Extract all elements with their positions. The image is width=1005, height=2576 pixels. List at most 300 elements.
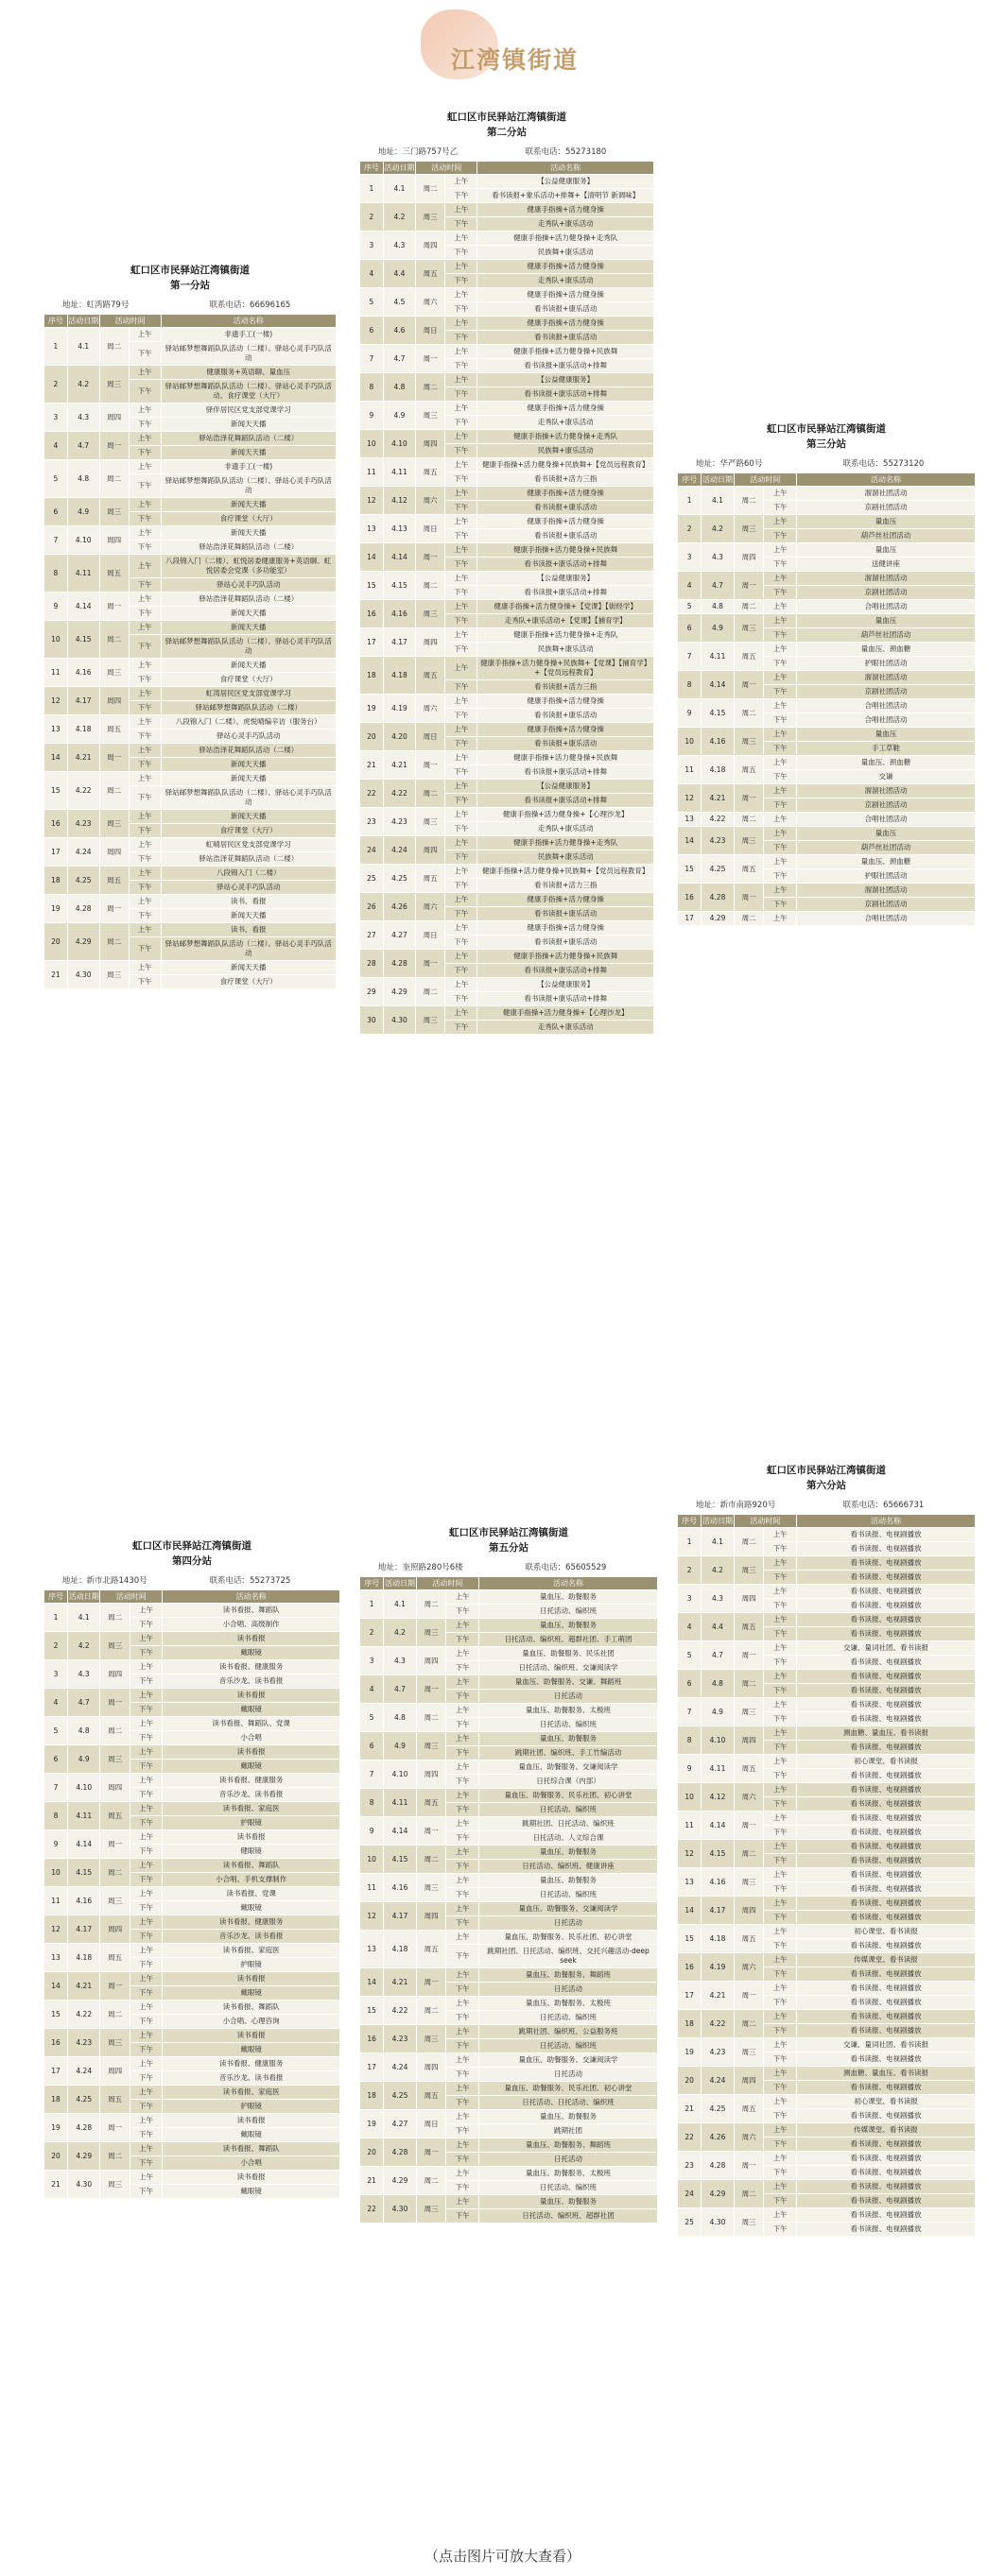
row-no: 4 <box>678 572 702 600</box>
row-activity: 溜溜社团活动 <box>796 572 975 586</box>
row-period: 上午 <box>445 628 477 643</box>
row-date: 4.23 <box>383 808 415 836</box>
table-row <box>678 784 976 799</box>
row-activity: 读书、看报 <box>161 895 336 909</box>
row-no: 1 <box>360 1590 384 1619</box>
row-date: 4.16 <box>702 728 735 756</box>
row-weekday: 周二 <box>734 912 764 926</box>
row-period: 上午 <box>446 2110 479 2124</box>
row-period: 上午 <box>764 1613 797 1627</box>
table-row <box>44 687 337 701</box>
row-activity: 量血压、助餐服务 <box>478 1619 657 1633</box>
row-activity: 测血糖、量血压、看书读报 <box>796 1726 975 1741</box>
row-activity: 看书读报、电视剧播放 <box>796 1656 975 1670</box>
row-activity: 看书读报、电视剧播放 <box>796 1996 975 2010</box>
row-period: 上午 <box>446 1704 479 1718</box>
station-info <box>62 299 337 310</box>
table-row <box>360 836 654 850</box>
row-no: 30 <box>360 1006 384 1035</box>
col-name: 活动名称 <box>161 315 336 328</box>
row-activity: 健康手指操+活力健身操+民族舞 <box>477 751 654 765</box>
row-period: 下午 <box>445 907 477 921</box>
row-period: 上午 <box>764 1925 797 1939</box>
row-period: 下午 <box>764 2024 797 2038</box>
row-weekday: 周四 <box>100 1774 130 1802</box>
table-row <box>678 1726 976 1741</box>
row-period: 下午 <box>130 1646 162 1660</box>
row-activity: 京剧社团活动 <box>796 586 975 600</box>
row-weekday: 周一 <box>416 950 445 978</box>
row-no: 3 <box>678 543 702 572</box>
table-row <box>360 978 654 992</box>
row-no: 17 <box>360 2053 384 2082</box>
row-activity: 量血压、助餐服务 <box>478 1846 657 1860</box>
row-period: 下午 <box>445 217 477 232</box>
row-weekday: 周五 <box>416 1789 446 1817</box>
row-activity: 日托活动、编织班 <box>478 1888 657 1902</box>
row-activity: 量血压、助餐服务、太极班 <box>478 1704 657 1718</box>
row-date: 4.24 <box>383 836 415 865</box>
row-weekday: 周日 <box>416 2110 446 2138</box>
row-activity: 日托活动、编织班 <box>478 2011 657 2025</box>
row-period: 下午 <box>445 472 477 487</box>
row-weekday: 周日 <box>416 317 445 345</box>
row-activity: 京剧社团活动 <box>796 501 975 515</box>
table-row <box>360 780 654 794</box>
table-row <box>360 2082 658 2096</box>
table-row <box>678 912 976 926</box>
row-no: 19 <box>678 2038 702 2067</box>
row-date: 4.10 <box>67 526 99 555</box>
row-activity: 健康手指操+活力健身操+走秀队 <box>477 232 654 246</box>
row-period: 上午 <box>445 543 477 558</box>
row-no: 18 <box>360 2082 384 2110</box>
row-activity: 健康手指操+活力健身操+民族舞+【党课】【捕育学】+【党员远程教育】 <box>477 657 654 680</box>
row-period: 下午 <box>129 758 161 772</box>
row-no: 5 <box>44 460 68 498</box>
row-period: 下午 <box>129 541 161 555</box>
row-date: 4.23 <box>68 2029 100 2057</box>
row-period: 上午 <box>446 1732 479 1746</box>
row-period: 下午 <box>445 529 477 543</box>
station-org: 虹口区市民驿站江湾镇街道 <box>767 1465 886 1476</box>
row-date: 4.16 <box>68 1887 100 1915</box>
row-period: 上午 <box>445 1006 477 1021</box>
row-date: 4.7 <box>384 1675 417 1704</box>
table-row <box>360 1874 658 1888</box>
row-date: 4.15 <box>383 572 415 600</box>
row-period: 下午 <box>764 1599 797 1613</box>
station-6-schedule <box>677 1463 976 2237</box>
row-period: 下午 <box>130 1873 162 1887</box>
row-activity: 量血压、助餐服务、舞蹈班 <box>478 1968 657 1983</box>
row-period: 下午 <box>445 416 477 430</box>
row-no: 29 <box>360 978 384 1006</box>
row-weekday: 周六 <box>734 1953 764 1982</box>
row-activity: 读书看报 <box>163 2029 340 2043</box>
row-weekday: 周二 <box>99 328 129 366</box>
row-period: 下午 <box>764 1996 797 2010</box>
row-weekday: 周二 <box>416 780 445 808</box>
station-org: 虹口区市民驿站江湾镇街道 <box>130 265 250 276</box>
row-period: 上午 <box>129 404 161 418</box>
station-org: 虹口区市民驿站江湾镇街道 <box>447 112 566 123</box>
row-weekday: 周四 <box>416 836 445 865</box>
station-4-schedule <box>43 1538 340 2199</box>
table-row <box>678 1953 976 1967</box>
station-name: 第六分站 <box>806 1480 846 1491</box>
row-activity: 小合唱、高级制作 <box>163 1618 340 1632</box>
row-period: 下午 <box>764 529 797 543</box>
row-activity: 日托活动、编织班、超群社团、手工萌团 <box>478 1633 657 1647</box>
row-activity: 食疗课堂（大厅） <box>161 512 336 526</box>
row-period: 上午 <box>446 1647 479 1661</box>
row-no: 17 <box>360 628 384 657</box>
address-label: 地址： <box>696 459 720 469</box>
row-date: 4.18 <box>383 657 415 695</box>
row-activity: 健康手指操+活力健身操+走秀队 <box>477 628 654 643</box>
row-period: 上午 <box>446 2053 479 2068</box>
table-row <box>44 460 337 474</box>
table-row <box>44 961 337 975</box>
row-period: 下午 <box>764 799 797 813</box>
station-address: 新市南路920号 <box>719 1501 776 1510</box>
row-period: 上午 <box>764 515 797 529</box>
row-date: 4.1 <box>68 1604 100 1632</box>
table-row <box>44 1830 340 1845</box>
row-no: 15 <box>678 1925 702 1953</box>
row-no: 20 <box>360 2138 384 2167</box>
table-row <box>360 458 654 472</box>
row-period: 上午 <box>764 1755 797 1769</box>
table-row <box>360 1647 658 1661</box>
row-period: 上午 <box>446 1931 479 1945</box>
row-date: 4.12 <box>383 487 415 515</box>
row-activity: 读书看报、舞蹈队 <box>163 1604 340 1618</box>
row-date: 4.24 <box>68 2057 100 2086</box>
row-activity: 日托活动、编织班、健康讲座 <box>478 1860 657 1874</box>
table-row <box>678 2123 976 2138</box>
row-weekday: 周五 <box>416 1931 446 1968</box>
row-activity: 合唱社团活动 <box>796 699 975 713</box>
row-no: 19 <box>44 895 68 923</box>
row-activity: 跳期社团、日托活动、编织班、交托兴趣活动-deep seek <box>478 1945 657 1968</box>
table-row <box>678 1925 976 1939</box>
row-period: 上午 <box>129 498 161 512</box>
row-date: 4.24 <box>384 2053 417 2082</box>
row-weekday: 周一 <box>416 345 445 373</box>
table-row <box>360 373 654 387</box>
row-period: 上午 <box>764 1698 797 1712</box>
row-activity: 驿站浩泽花舞蹈队活动（二楼） <box>161 592 336 607</box>
row-activity: 交谦、量词社团、看书读报 <box>796 1641 975 1656</box>
table-row <box>678 1897 976 1911</box>
row-weekday: 周二 <box>100 1859 130 1887</box>
row-period: 下午 <box>764 1911 797 1925</box>
phone-label: 联系电话： <box>842 459 884 469</box>
row-date: 4.23 <box>384 2025 417 2053</box>
row-no: 19 <box>360 2110 384 2138</box>
col-no: 序号 <box>360 162 384 175</box>
row-date: 4.29 <box>702 2180 735 2208</box>
row-activity: 看书读报、电视剧播放 <box>796 1571 975 1585</box>
row-date: 4.13 <box>383 515 415 543</box>
row-no: 27 <box>360 921 384 950</box>
row-activity: 看书读报+康乐活动+排舞 <box>477 359 654 373</box>
row-no: 22 <box>360 2195 384 2224</box>
row-activity: 戴眼镜 <box>163 1986 340 2001</box>
row-period: 上午 <box>445 950 477 964</box>
row-activity: 日托活动、编织班 <box>478 1803 657 1817</box>
row-period: 上午 <box>446 2138 479 2153</box>
table-row <box>360 2053 658 2068</box>
row-period: 上午 <box>764 855 797 869</box>
row-period: 上午 <box>764 1953 797 1967</box>
row-no: 15 <box>678 855 702 884</box>
row-period: 上午 <box>445 402 477 416</box>
row-activity: 读书、看报 <box>161 923 336 937</box>
row-period: 下午 <box>129 786 161 810</box>
station-phone: 55273180 <box>565 147 607 157</box>
row-period: 上午 <box>130 1944 162 1958</box>
row-date: 4.11 <box>67 555 99 592</box>
table-row <box>360 1675 658 1690</box>
row-activity: 量血压、助餐服务、民乐社团、初心讲堂 <box>478 1931 657 1945</box>
row-date: 4.9 <box>702 1698 735 1726</box>
row-period: 上午 <box>446 1760 479 1775</box>
row-activity: 护眼镜 <box>163 2100 340 2114</box>
row-period: 下午 <box>446 1803 479 1817</box>
row-period: 上午 <box>445 487 477 501</box>
row-period: 上午 <box>130 1660 162 1674</box>
row-weekday: 周一 <box>100 2114 130 2142</box>
row-weekday: 周二 <box>734 1840 764 1868</box>
row-weekday: 周一 <box>416 543 445 572</box>
row-activity: 看书读报+康乐活动+排舞 <box>477 765 654 780</box>
row-period: 下午 <box>446 1605 479 1619</box>
row-date: 4.18 <box>68 1944 100 1972</box>
row-activity: 日托活动、编织班 <box>478 1718 657 1732</box>
row-weekday: 周六 <box>416 487 445 515</box>
address-label: 地址： <box>62 301 87 310</box>
table-row <box>360 260 654 274</box>
table-header <box>360 1577 658 1590</box>
row-weekday: 周三 <box>416 1732 446 1760</box>
table-row <box>360 572 654 586</box>
table-row <box>678 2095 976 2109</box>
row-weekday: 周三 <box>734 728 764 756</box>
row-activity: 驿站邮梦想舞蹈队队活动（二楼）、驿站心灵手巧队活动 <box>161 635 336 659</box>
row-activity: 手工草鞋 <box>796 742 975 756</box>
row-no: 21 <box>360 751 384 780</box>
row-period: 下午 <box>130 1958 162 1972</box>
row-weekday: 周三 <box>100 1745 130 1774</box>
row-activity: 量血压、助餐服务、民乐社团、初心讲堂 <box>478 1789 657 1803</box>
row-no: 1 <box>678 1528 702 1556</box>
table-row <box>360 893 654 907</box>
row-no: 15 <box>44 2001 68 2029</box>
table-row <box>360 1006 654 1021</box>
station-name: 第三分站 <box>806 438 846 450</box>
row-weekday: 周二 <box>734 2010 764 2038</box>
row-weekday: 周四 <box>416 2053 446 2082</box>
row-activity: 新闻天天播 <box>161 446 336 460</box>
row-period: 上午 <box>130 1887 162 1901</box>
row-date: 4.9 <box>67 498 99 526</box>
row-period: 下午 <box>445 444 477 458</box>
row-no: 2 <box>678 1556 702 1585</box>
row-date: 4.21 <box>383 751 415 780</box>
row-activity: 健康手指操+活力健身操+民族舞 <box>477 950 654 964</box>
table-row <box>360 1619 658 1633</box>
station-1-schedule <box>43 263 337 989</box>
row-period: 上午 <box>446 1590 479 1605</box>
row-period: 下午 <box>446 1945 479 1968</box>
row-activity: 新闻天天播 <box>161 772 336 786</box>
row-period: 上午 <box>764 1556 797 1571</box>
row-activity: 虹晴居民区党支部党课学习 <box>161 838 336 852</box>
row-period: 下午 <box>445 558 477 572</box>
row-no: 16 <box>44 810 68 838</box>
address-label: 地址： <box>696 1501 720 1510</box>
row-period: 下午 <box>445 586 477 600</box>
row-activity: 健康手指操+活力健身操 <box>477 402 654 416</box>
row-activity: 看书读报+康乐活动 <box>477 737 654 751</box>
row-activity: 读书看报、舞蹈队 <box>163 2142 340 2156</box>
row-period: 上午 <box>764 1897 797 1911</box>
row-period: 上午 <box>129 838 161 852</box>
row-date: 4.1 <box>383 175 415 203</box>
row-no: 21 <box>44 961 68 989</box>
row-period: 下午 <box>446 2068 479 2082</box>
row-weekday: 周二 <box>416 373 445 402</box>
row-no: 2 <box>44 1632 68 1660</box>
row-date: 4.28 <box>67 895 99 923</box>
row-weekday: 周二 <box>734 813 764 827</box>
row-activity: 日托活动、编织班、交谦阅读学 <box>478 1661 657 1675</box>
row-period: 下午 <box>764 841 797 855</box>
row-date: 4.7 <box>383 345 415 373</box>
row-date: 4.9 <box>68 1745 100 1774</box>
station-info <box>696 457 976 469</box>
station-info <box>378 1561 658 1572</box>
row-activity: 葫芦丝社团活动 <box>796 628 975 643</box>
row-activity: 健康手指操+活力健身操+走秀队 <box>477 836 654 850</box>
row-activity: 日托活动、编织班 <box>478 2181 657 2195</box>
row-period: 下午 <box>130 1930 162 1944</box>
row-period: 上午 <box>764 2208 797 2223</box>
row-no: 11 <box>360 1874 384 1902</box>
table-row <box>678 1868 976 1882</box>
row-period: 上午 <box>129 621 161 635</box>
row-date: 4.3 <box>702 543 735 572</box>
row-period: 下午 <box>445 387 477 402</box>
row-period: 上午 <box>129 715 161 730</box>
row-activity: 新闻天天播 <box>161 758 336 772</box>
col-no: 序号 <box>44 315 68 328</box>
row-activity: 戴眼镜 <box>163 1703 340 1717</box>
station-name: 第二分站 <box>487 127 527 138</box>
row-activity: 健康手指操+活力健身操 <box>477 515 654 529</box>
row-activity: 音乐沙龙、读书看报 <box>163 1930 340 1944</box>
row-weekday: 周二 <box>100 2142 130 2171</box>
station-info <box>696 1499 976 1510</box>
row-weekday: 周四 <box>416 430 445 458</box>
row-activity: 戴眼镜 <box>163 2128 340 2142</box>
row-date: 4.14 <box>384 1817 417 1846</box>
row-activity: 送健讲座 <box>796 558 975 572</box>
row-activity: 走秀队+康乐活动 <box>477 274 654 288</box>
row-period: 上午 <box>130 1632 162 1646</box>
row-period: 上午 <box>445 695 477 709</box>
row-no: 5 <box>360 288 384 317</box>
phone-label: 联系电话： <box>209 1576 251 1586</box>
row-weekday: 周三 <box>416 1874 446 1902</box>
row-activity: 量血压、助餐服务 <box>478 1590 657 1605</box>
row-period: 上午 <box>130 1745 162 1760</box>
row-period: 下午 <box>130 2100 162 2114</box>
row-period: 上午 <box>764 2152 797 2166</box>
row-no: 15 <box>44 772 68 810</box>
row-period: 下午 <box>445 1021 477 1035</box>
row-period: 上午 <box>129 867 161 881</box>
row-no: 14 <box>44 1972 68 2001</box>
table-row <box>360 515 654 529</box>
table-row <box>44 498 337 512</box>
col-time: 活动时间 <box>99 315 161 328</box>
row-no: 12 <box>44 1915 68 1944</box>
row-period: 下午 <box>130 1816 162 1830</box>
row-activity: 看书读报、电视剧播放 <box>796 2138 975 2152</box>
col-name: 活动名称 <box>796 473 975 487</box>
row-date: 4.7 <box>702 572 735 600</box>
table-row <box>360 2195 658 2209</box>
row-weekday: 周二 <box>734 1528 764 1556</box>
station-org: 虹口区市民驿站江湾镇街道 <box>767 423 886 435</box>
row-date: 4.17 <box>383 628 415 657</box>
row-period: 下午 <box>130 1731 162 1745</box>
table-row <box>678 813 976 827</box>
table-row <box>360 345 654 359</box>
row-date: 4.14 <box>702 1812 735 1840</box>
row-activity: 民族舞+康乐活动 <box>477 444 654 458</box>
row-date: 4.8 <box>702 1670 735 1698</box>
row-no: 24 <box>360 836 384 865</box>
table-row <box>678 614 976 628</box>
row-no: 8 <box>678 1726 702 1755</box>
row-period: 上午 <box>445 921 477 936</box>
row-no: 2 <box>360 203 384 232</box>
row-period: 上午 <box>129 895 161 909</box>
row-date: 4.2 <box>702 1556 735 1585</box>
table-row <box>678 1585 976 1599</box>
station-address: 新市北路1430号 <box>86 1576 147 1586</box>
row-period: 上午 <box>764 1528 797 1542</box>
row-activity: 看书读报、电视剧播放 <box>796 1741 975 1755</box>
row-weekday: 周三 <box>100 1632 130 1660</box>
row-activity: 看书读报、电视剧播放 <box>796 1613 975 1627</box>
row-activity: 【公益健康服务】 <box>477 978 654 992</box>
row-date: 4.30 <box>68 2171 100 2199</box>
row-no: 10 <box>360 430 384 458</box>
table-row <box>44 526 337 541</box>
page-title: 江湾镇街道 <box>451 46 580 74</box>
row-period: 下午 <box>130 2128 162 2142</box>
row-no: 4 <box>360 260 384 288</box>
row-no: 12 <box>44 687 68 715</box>
row-weekday: 周四 <box>416 628 445 657</box>
row-no: 10 <box>44 621 68 659</box>
